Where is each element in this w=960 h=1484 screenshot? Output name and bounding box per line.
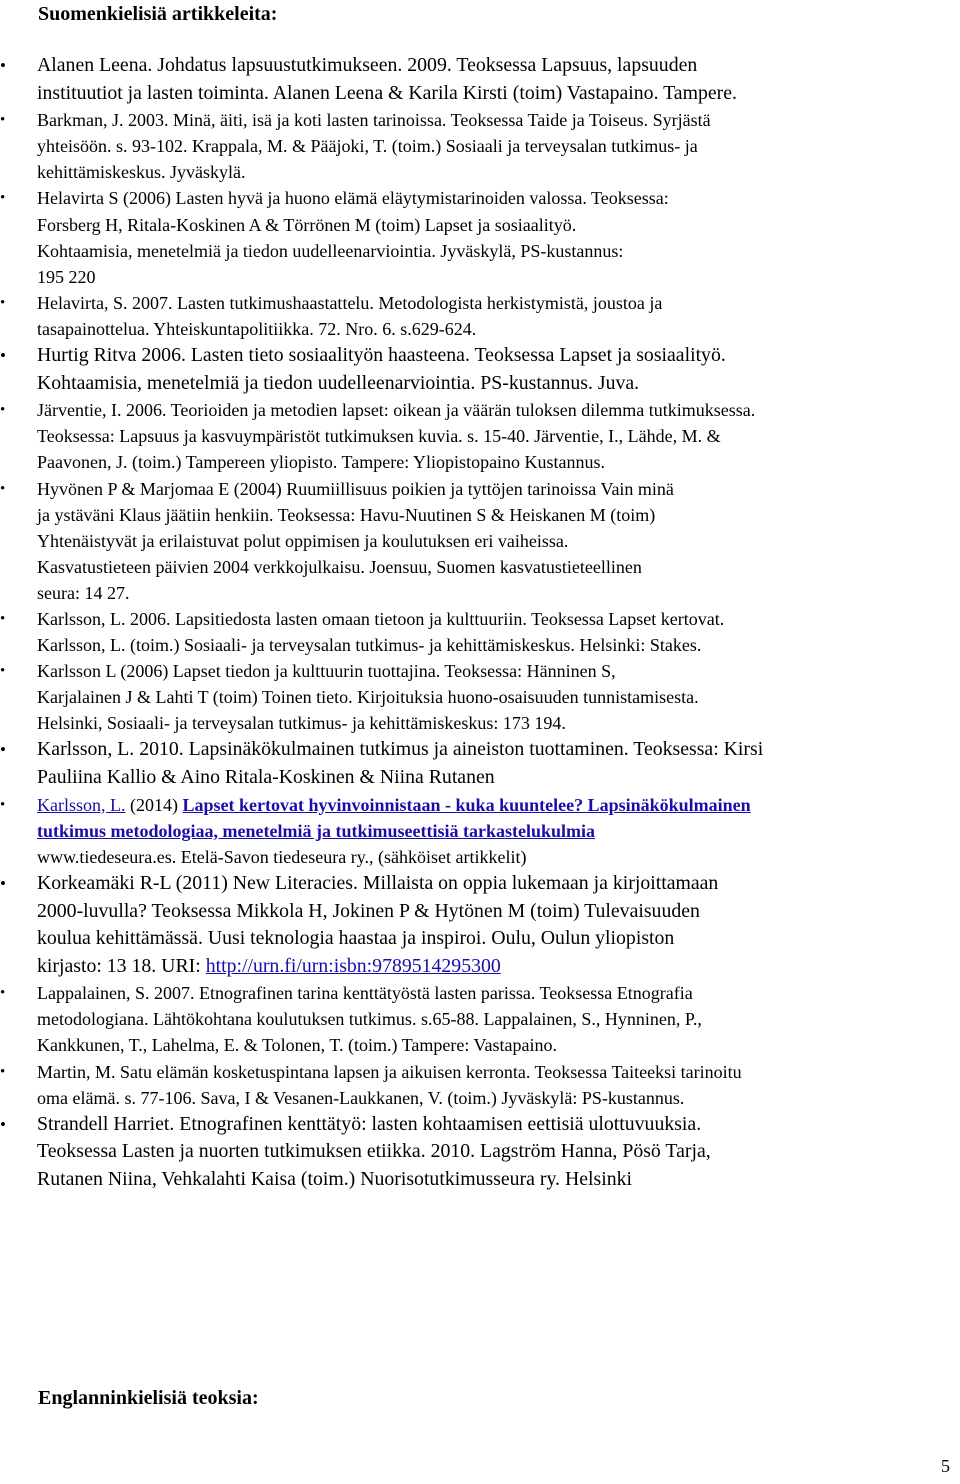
reference-line: • Helavirta S (2006) Lasten hyvä ja huono elämä eläytymistarinoiden valossa. Teoksessa:: [37, 188, 669, 209]
reference-line: Karjalainen J & Lahti T (toim) Toinen tieto. Kirjoituksia huono-osaisuuden tunnistamisesta.: [37, 687, 699, 708]
reference-korkeamaki-2011: [0, 870, 960, 980]
reference-line: Kankkunen, T., Lahelma, E. & Tolonen, T. (toim.) Tampere: Vastapaino.: [37, 1035, 558, 1056]
reference-line: metodologiana. Lähtökohtana koulutuksen tutkimus. s.65-88. Lappalainen, S., Hynninen, P.,: [37, 1009, 702, 1030]
reference-line: yhteisöön. s. 93-102. Krappala, M. & Pääjoki, T. (toim.) Sosiaali ja terveysalan tutkimus- ja: [37, 136, 698, 157]
reference-line: Kohtaamisia, menetelmiä ja tiedon uudelleenarviointia. Jyväskylä, PS-kustannus:: [37, 240, 624, 261]
reference-karlsson-2006a: [0, 606, 960, 658]
reference-line: Pauliina Kallio & Aino Ritala-Koskinen & Niina Rutanen: [37, 766, 495, 789]
reference-line: • Lappalainen, S. 2007. Etnografinen tarina kenttätyöstä lasten parissa. Teoksessa Etnografia: [37, 983, 693, 1004]
reference-line: Kohtaamisia, menetelmiä ja tiedon uudelleenarviointia. PS-kustannus. Juva.: [37, 371, 640, 394]
reference-karlsson-2014: [0, 792, 960, 870]
reference-karlsson-2006b: [0, 658, 960, 736]
reference-line: 2000-luvulla? Teoksessa Mikkola H, Jokinen P & Hytönen M (toim) Tulevaisuuden: [37, 899, 700, 922]
reference-barkman-2003: [0, 107, 960, 185]
urn-link[interactable]: http://urn.fi/urn:isbn:9789514295300: [205, 954, 501, 977]
reference-line: • Strandell Harriet. Etnografinen kenttätyö: lasten kohtaamisen eettisiä ulottuvuuksia.: [37, 1112, 702, 1135]
reference-line: seura: 14 27.: [37, 582, 130, 603]
reference-line: • Helavirta, S. 2007. Lasten tutkimushaastattelu. Metodologista herkistymistä, joustoa ja: [37, 292, 663, 313]
reference-line: oma elämä. s. 77-106. Sava, I & Vesanen-Laukkanen, V. (toim.) Jyväskylä: PS-kustannus.: [37, 1087, 685, 1108]
reference-line: Forsberg H, Ritala-Koskinen A & Törrönen M (toim) Lapset ja sosiaalityö.: [37, 214, 577, 235]
reference-line: • Hurtig Ritva 2006. Lasten tieto sosiaalityön haasteena. Teoksessa Lapset ja sosiaalityö.: [37, 344, 726, 367]
reference-line: tasapainottelua. Yhteiskuntapolitiikka. 72. Nro. 6. s.629-624.: [37, 318, 477, 339]
reference-line: • Järventie, I. 2006. Teorioiden ja metodien lapset: oikean ja väärän tuloksen dilemma tutkimuksessa.: [37, 400, 756, 421]
reference-line: • Barkman, J. 2003. Minä, äiti, isä ja koti lasten tarinoissa. Teoksessa Taide ja Toiseus. Syrjästä: [37, 110, 711, 131]
reference-line: • Karlsson L (2006) Lapset tiedon ja kulttuurin tuottajina. Teoksessa: Hänninen S,: [37, 661, 616, 682]
reference-alanen-2009: [0, 52, 960, 107]
heading-finnish-articles: Suomenkielisiä artikkeleita:: [38, 3, 278, 25]
reference-strandell-2010: [0, 1111, 960, 1194]
title-link-continued[interactable]: tutkimus metodologiaa, menetelmiä ja tutkimuseettisiä tarkastelukulmia: [37, 820, 595, 841]
reference-line: kehittämiskeskus. Jyväskylä.: [37, 162, 246, 183]
reference-helavirta-2006: [0, 185, 960, 289]
title-link[interactable]: Lapset kertovat hyvinvoinnistaan - kuka kuuntelee? Lapsinäkökulmainen: [182, 794, 751, 815]
reference-line: • Karlsson, L. 2006. Lapsitiedosta lasten omaan tietoon ja kulttuuriin. Teoksessa Lapset kertovat.: [37, 608, 725, 629]
reference-line: • Alanen Leena. Johdatus lapsuustutkimukseen. 2009. Teoksessa Lapsuus, lapsuuden: [37, 54, 698, 76]
reference-line: Yhtenäistyvät ja erilaistuvat polut oppimisen ja koulutuksen eri vaiheissa.: [37, 530, 569, 551]
reference-line: Teoksessa: Lapsuus ja kasvuympäristöt tutkimuksen kuvia. s. 15-40. Järventie, I., Lähde, M. &: [37, 426, 721, 447]
reference-helavirta-2007: [0, 290, 960, 342]
reference-line: • Hyvönen P & Marjomaa E (2004) Ruumiillisuus poikien ja tyttöjen tarinoissa Vain minä: [37, 478, 674, 499]
reference-jarventie-2006: [0, 397, 960, 475]
reference-text: kirjasto: 13 18. URI:: [37, 954, 206, 977]
reference-line: [37, 818, 954, 844]
reference-line: Rutanen Niina, Vehkalahti Kaisa (toim.) Nuorisotutkimusseura ry. Helsinki: [37, 1167, 632, 1190]
reference-line: [37, 792, 954, 818]
reference-line: Teoksessa Lasten ja nuorten tutkimuksen etiikka. 2010. Lagström Hanna, Pösö Tarja,: [37, 1140, 711, 1163]
reference-line: koulua kehittämässä. Uusi teknologia haastaa ja inspiroi. Oulu, Oulun yliopiston: [37, 927, 675, 950]
reference-line: • Korkeamäki R-L (2011) New Literacies. Millaista on oppia lukemaan ja kirjoittamaan: [37, 871, 719, 894]
reference-line: [37, 953, 954, 981]
reference-martin: [0, 1059, 960, 1111]
reference-hyvonen-2004: [0, 476, 960, 606]
reference-line: ja ystäväni Klaus jäätiin henkiin. Teoksessa: Havu-Nuutinen S & Heiskanen M (toim): [37, 504, 656, 525]
reference-hurtig-2006: [0, 342, 960, 397]
reference-karlsson-2010: [0, 736, 960, 791]
page-number: 5: [941, 1456, 950, 1476]
reference-lappalainen-2007: [0, 980, 960, 1058]
reference-line: instituutiot ja lasten toiminta. Alanen Leena & Karila Kirsti (toim) Vastapaino. Tampere.: [37, 81, 737, 104]
author-link[interactable]: Karlsson, L.: [37, 794, 126, 815]
reference-line: • Martin, M. Satu elämän kosketuspintana lapsen ja aikuisen kerronta. Teoksessa Taiteeksi tarinoitu: [37, 1061, 742, 1082]
reference-line: Kasvatustieteen päivien 2004 verkkojulkaisu. Joensuu, Suomen kasvatustieteellinen: [37, 556, 642, 577]
reference-line: • Karlsson, L. 2010. Lapsinäkökulmainen tutkimus ja aineiston tuottaminen. Teoksessa: Kirsi: [37, 738, 764, 761]
reference-year: (2014): [125, 794, 183, 815]
reference-line: www.tiedeseura.es. Etelä-Savon tiedeseura ry., (sähköiset artikkelit): [37, 846, 527, 867]
heading-english-books: Englanninkielisiä teoksia:: [38, 1387, 259, 1409]
reference-list: [0, 52, 960, 1194]
reference-line: 195 220: [37, 266, 96, 287]
reference-line: Karlsson, L. (toim.) Sosiaali- ja terveysalan tutkimus- ja kehittämiskeskus. Helsinki: Stakes.: [37, 635, 702, 656]
reference-line: Paavonen, J. (toim.) Tampereen yliopisto. Tampere: Yliopistopaino Kustannus.: [37, 452, 606, 473]
reference-line: Helsinki, Sosiaali- ja terveysalan tutkimus- ja kehittämiskeskus: 173 194.: [37, 713, 566, 734]
